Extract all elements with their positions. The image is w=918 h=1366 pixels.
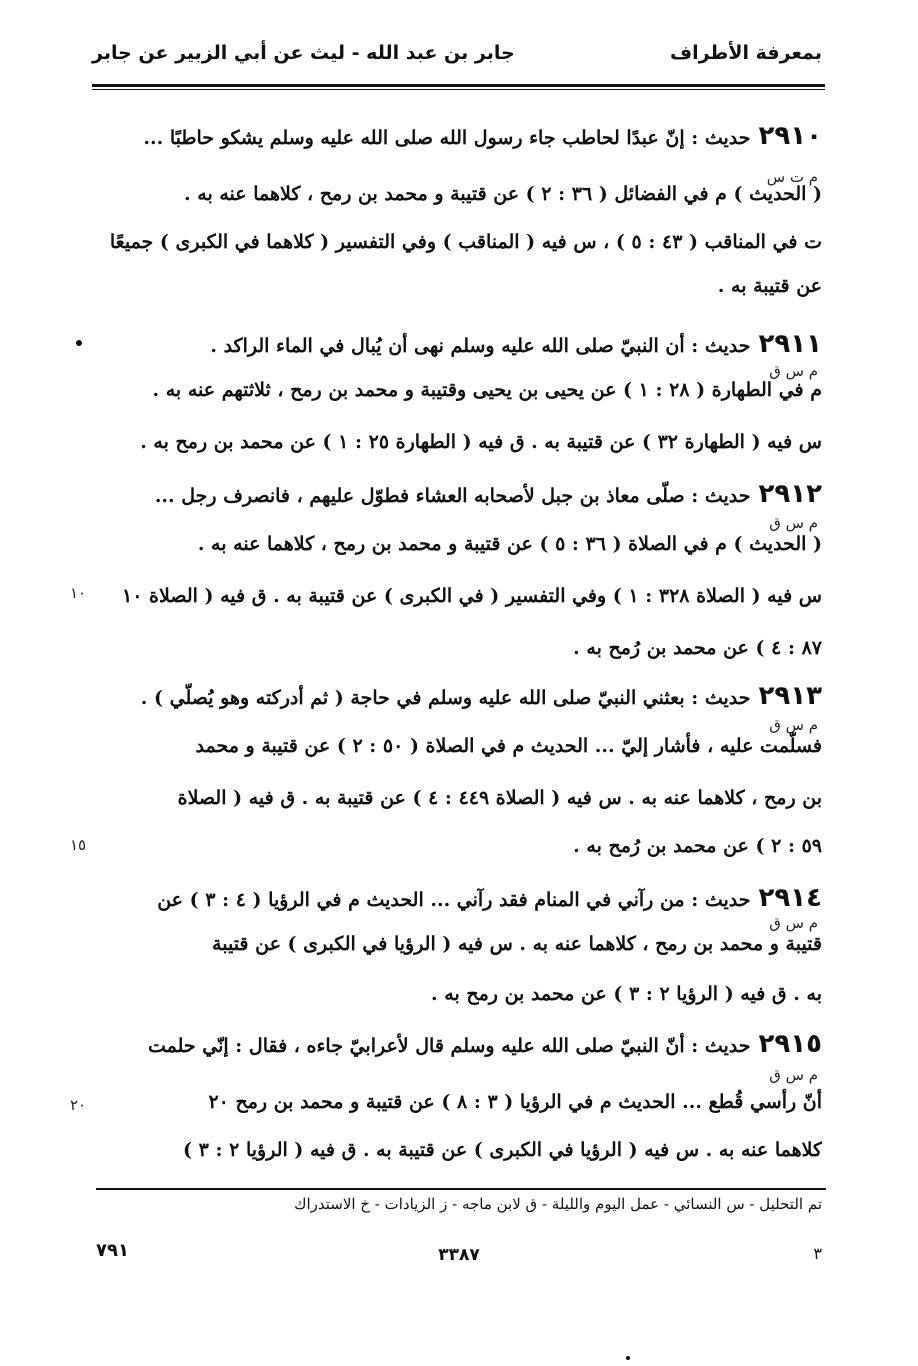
entry-line: قتيبة و محمد بن رمح ، كلاهما عنه به . س فيه ( الرؤيا في الكبرى ) عن قتيبة	[212, 933, 822, 955]
margin-sigla: م س ق	[769, 716, 818, 734]
header-rule	[92, 84, 825, 87]
entry-line: ٢٩١٣حديث : بعثني النبيّ صلى الله عليه وسلم في حاجة ( ثم أدركته وهو يُصلّي ) .	[140, 682, 822, 711]
running-header	[92, 36, 822, 80]
header-rule-thin	[92, 89, 825, 90]
margin-sigla: م ت س	[766, 168, 818, 186]
entry-line: ٢٩١٤حديث : من رآني في المنام فقد رآني ... الحديث م في الرؤيا ( ٤ : ٣ ) عن	[157, 884, 822, 913]
entry-line: فسلّمت عليه ، فأشار إليّ ... الحديث م في الصلاة ( ٥٠ : ٢ ) عن قتيبة و محمد	[195, 735, 822, 757]
entry-number: ٢٩١٢	[758, 480, 822, 509]
margin-sigla: م س ق	[769, 514, 818, 532]
footer-note: تم التحليل - س النسائي - عمل اليوم والليلة - ق لابن ماجه - ز الزيادات - خ الاستدراك	[294, 1195, 822, 1213]
margin-line-number: ٢٠	[70, 1096, 87, 1114]
page-code-right: ٣	[813, 1244, 822, 1263]
entry-number: ٢٩١٤	[758, 884, 822, 913]
margin-line-number: ١٥	[70, 836, 87, 854]
entry-line: ( الحديث ) م في الصلاة ( ٣٦ : ٥ ) عن قتيبة و محمد بن رمح ، كلاهما عنه به .	[197, 533, 822, 555]
entry-line: به . ق فيه ( الرؤيا ٢ : ٣ ) عن محمد بن رمح به .	[431, 983, 822, 1005]
book-title: بمعرفة الأطراف	[670, 42, 822, 64]
entry-number: ٢٩١٣	[758, 682, 822, 711]
entry-line: م في الطهارة ( ٢٨ : ١ ) عن يحيى بن يحيى وقتيبة و محمد بن رمح ، ثلاثتهم عنه به .	[152, 379, 822, 401]
entry-number: ٢٩١٥	[758, 1030, 822, 1059]
chapter-title: جابر بن عبد الله - ليث عن أبي الزبير عن جابر	[92, 42, 515, 64]
footer-rule	[96, 1188, 826, 1190]
speck-dot	[626, 1356, 630, 1360]
bullet-dot	[76, 340, 82, 346]
margin-line-number: ١٠	[70, 584, 87, 602]
entry-line: ت في المناقب ( ٤٣ : ٥ ) ، س فيه ( المناقب ) وفي التفسير ( كلاهما في الكبرى ) جميعًا	[109, 231, 822, 253]
entry-line: أنّ رأسي قُطع ... الحديث م في الرؤيا ( ٣ : ٨ ) عن قتيبة و محمد بن رمح ٢٠	[208, 1091, 822, 1113]
entry-line: ٥٩ : ٢ ) عن محمد بن رُمح به .	[573, 835, 822, 857]
entry-number: ٢٩١٠	[758, 122, 822, 151]
entry-line: ٢٩١١حديث : أن النبيّ صلى الله عليه وسلم نهى أن يُبال في الماء الراكد .	[210, 330, 822, 359]
entry-line: عن قتيبة به .	[717, 275, 822, 297]
entry-line: ٢٩١٢حديث : صلّى معاذ بن جبل لأصحابه العشاء فطوّل عليهم ، فانصرف رجل ...	[154, 480, 822, 509]
margin-sigla: م س ق	[769, 1066, 818, 1084]
entry-number: ٢٩١١	[758, 330, 822, 359]
entry-line: كلاهما عنه به . س فيه ( الرؤيا في الكبرى ) عن قتيبة به . ق فيه ( الرؤيا ٢ : ٣ )	[183, 1139, 822, 1161]
entry-line: بن رمح ، كلاهما عنه به . س فيه ( الصلاة ٤٤٩ : ٤ ) عن قتيبة به . ق فيه ( الصلاة	[177, 787, 822, 809]
margin-sigla: م س ق	[769, 914, 818, 932]
entry-line: س فيه ( الطهارة ٣٢ ) عن قتيبة به . ق فيه ( الطهارة ٢٥ : ١ ) عن محمد بن رمح به .	[140, 431, 822, 453]
entry-line: ٢٩١٥حديث : أنّ النبيّ صلى الله عليه وسلم قال لأعرابيّ جاءه ، فقال : إنّي حلمت	[147, 1030, 822, 1059]
entry-line: س فيه ( الصلاة ٣٢٨ : ١ ) وفي التفسير ( في الكبرى ) عن قتيبة به . ق فيه ( الصلاة ١٠	[122, 585, 822, 607]
margin-sigla: م س ق	[769, 362, 818, 380]
entry-line: ( الحديث ) م في الفضائل ( ٣٦ : ٢ ) عن قتيبة و محمد بن رمح ، كلاهما عنه به .	[184, 183, 822, 205]
page-code-left: ٧٩١	[96, 1240, 129, 1261]
entry-line: ٨٧ : ٤ ) عن محمد بن رُمح به .	[573, 637, 822, 659]
page-number: ٣٣٨٧	[438, 1245, 480, 1265]
entry-line: ٢٩١٠حديث : إنّ عبدًا لحاطب جاء رسول الله صلى الله عليه وسلم يشكو حاطبًا ...	[143, 122, 822, 151]
